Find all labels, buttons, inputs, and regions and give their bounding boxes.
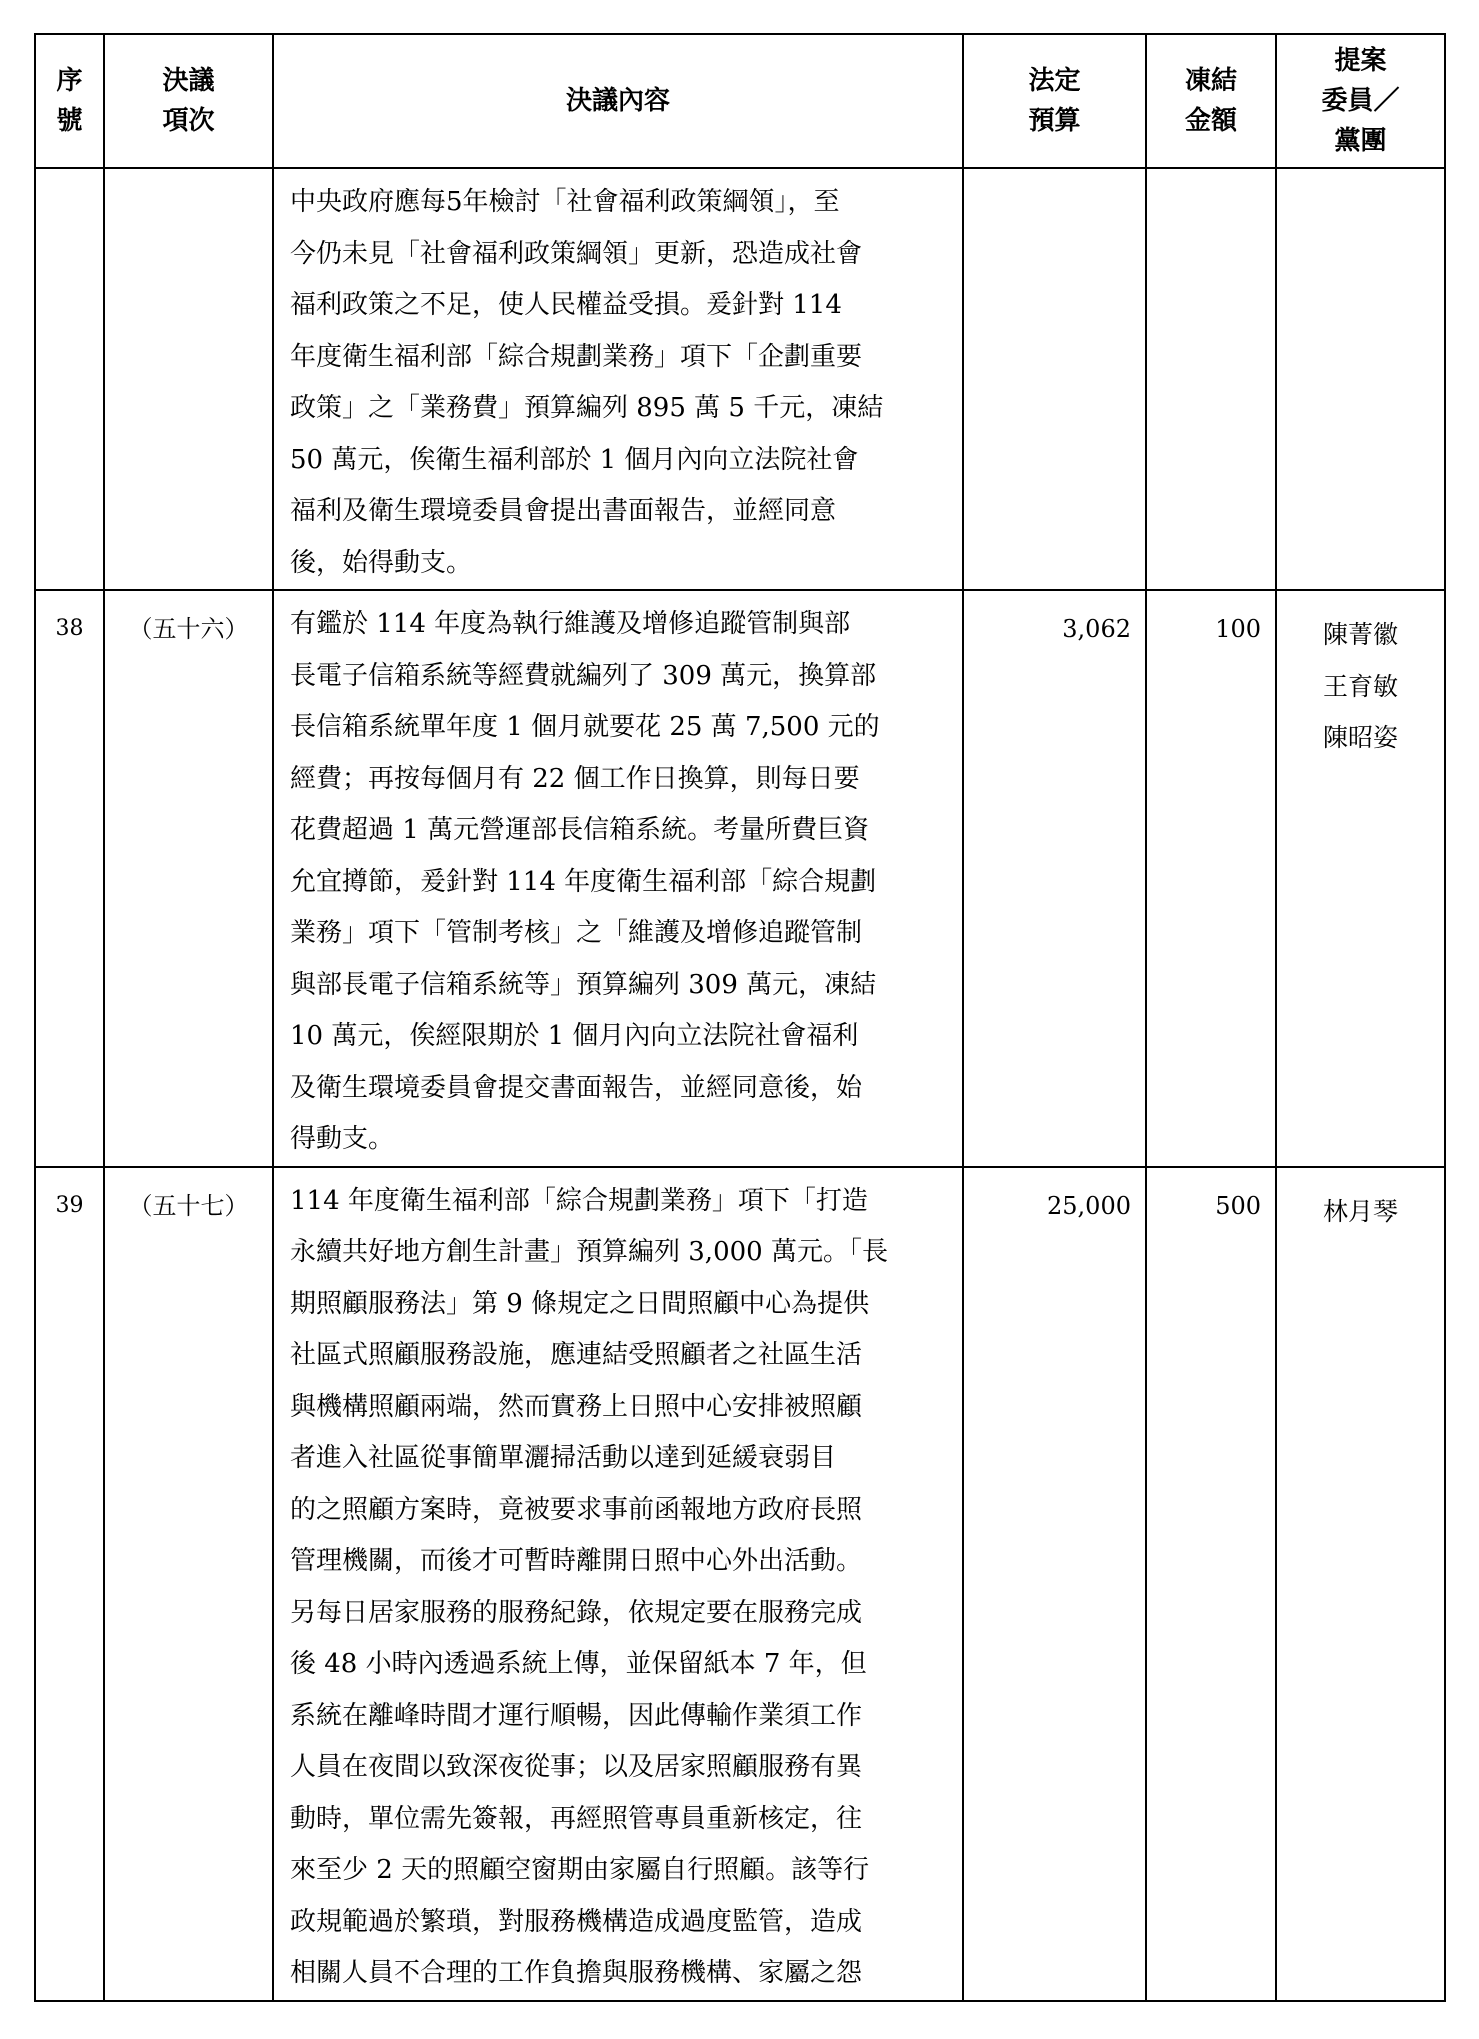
resolutions-table [34,33,1446,2002]
header-row [35,34,1445,168]
content-line: 得動支。 [290,1124,395,1154]
budget-cell [963,168,1146,590]
content-cell [273,168,963,590]
content-line: 今仍未見「社會福利政策綱領」更新，恐造成社會 [290,238,863,269]
content-cell [273,590,963,1167]
budget-cell: 25,000 [963,1167,1146,2001]
content-line: 管理機關，而後才可暫時離開日照中心外出活動。 [290,1546,863,1576]
frozen-cell: 100 [1146,590,1276,1167]
header-content: 決議內容 [273,34,963,168]
proposer-name: 王育敏 [1322,671,1398,701]
header-budget: 法定 預算 [963,34,1146,168]
content-line: 業務」項下「管制考核」之「維護及增修追蹤管制 [290,918,863,948]
content-line: 另每日居家服務的服務紀錄，依規定要在服務完成 [290,1597,863,1628]
item-cell: （五十六） [104,590,273,1167]
content-line: 後 48 小時內透過系統上傳，並保留紙本 7 年，但 [290,1649,867,1679]
content-line: 政策」之「業務費」預算編列 895 萬 5 千元，凍結 [290,393,884,423]
content-line: 動時，單位需先簽報，再經照管專員重新核定，往 [290,1803,863,1834]
budget-cell: 3,062 [963,590,1146,1167]
frozen-cell: 500 [1146,1167,1276,2001]
content-line: 永續共好地方創生計畫」預算編列 3,000 萬元。「長 [290,1237,888,1267]
content-line: 相關人員不合理的工作負擔與服務機構、家屬之怨 [290,1958,863,1988]
content-line: 福利政策之不足，使人民權益受損。爰針對 114 [290,290,842,320]
seq-cell: 39 [35,1167,104,2001]
content-line: 年度衛生福利部「綜合規劃業務」項下「企劃重要 [290,341,863,372]
item-cell [104,168,273,590]
content-line: 及衛生環境委員會提交書面報告，並經同意後，始 [290,1072,863,1103]
content-line: 期照顧服務法」第 9 條規定之日間照顧中心為提供 [290,1288,870,1319]
content-line: 的之照顧方案時，竟被要求事前函報地方政府長照 [290,1494,863,1525]
seq-cell [35,168,104,590]
header-frozen: 凍結 金額 [1146,34,1276,168]
content-line: 114 年度衛生福利部「綜合規劃業務」項下「打造 [290,1185,868,1216]
content-line: 福利及衛生環境委員會提出書面報告，並經同意 [290,496,837,526]
header-item: 決議 項次 [104,34,273,168]
content-line: 人員在夜間以致深夜從事；以及居家照顧服務有異 [290,1752,863,1782]
content-line: 長信箱系統單年度 1 個月就要花 25 萬 7,500 元的 [290,712,880,742]
item-cell: （五十七） [104,1167,273,2001]
content-line: 10 萬元，俟經限期於 1 個月內向立法院社會福利 [290,1021,859,1051]
table-row [35,1167,1445,2001]
content-line: 允宜撙節，爰針對 114 年度衛生福利部「綜合規劃 [290,866,877,897]
proposer-cell [1276,1167,1445,2001]
seq-cell: 38 [35,590,104,1167]
proposer-name: 陳菁徽 [1322,620,1398,649]
content-cell [273,1167,963,2001]
content-line: 有鑑於 114 年度為執行維護及增修追蹤管制與部 [290,609,851,639]
table-body [35,168,1445,2001]
proposer-cell [1276,168,1445,590]
proposer-name: 林月琴 [1322,1196,1398,1226]
proposer-cell [1276,590,1445,1167]
content-line: 50 萬元，俟衛生福利部於 1 個月內向立法院社會 [290,444,859,475]
content-line: 來至少 2 天的照顧空窗期由家屬自行照顧。該等行 [290,1855,870,1885]
header-seq: 序 號 [35,34,104,168]
content-line: 與部長電子信箱系統等」預算編列 309 萬元，凍結 [290,969,877,1000]
content-line: 系統在離峰時間才運行順暢，因此傳輸作業須工作 [290,1700,863,1731]
content-line: 中央政府應每5年檢討「社會福利政策綱領」，至 [290,187,840,217]
content-line: 花費超過 1 萬元營運部長信箱系統。考量所費巨資 [290,815,870,845]
content-line: 長電子信箱系統等經費就編列了 309 萬元，換算部 [290,660,877,691]
content-line: 政規範過於繁瑣，對服務機構造成過度監管，造成 [290,1906,863,1937]
content-line: 經費；再按每個月有 22 個工作日換算，則每日要 [290,763,860,794]
frozen-cell [1146,168,1276,590]
content-line: 與機構照顧兩端，然而實務上日照中心安排被照顧 [290,1391,863,1422]
content-line: 者進入社區從事簡單灑掃活動以達到延緩衰弱目 [290,1443,837,1473]
table-row [35,590,1445,1167]
content-line: 後，始得動支。 [290,547,473,578]
header-proposer: 提案 委員／ 黨團 [1276,34,1445,168]
content-line: 社區式照顧服務設施，應連結受照顧者之社區生活 [290,1340,863,1370]
table-row [35,168,1445,590]
proposer-name: 陳昭姿 [1322,723,1398,752]
